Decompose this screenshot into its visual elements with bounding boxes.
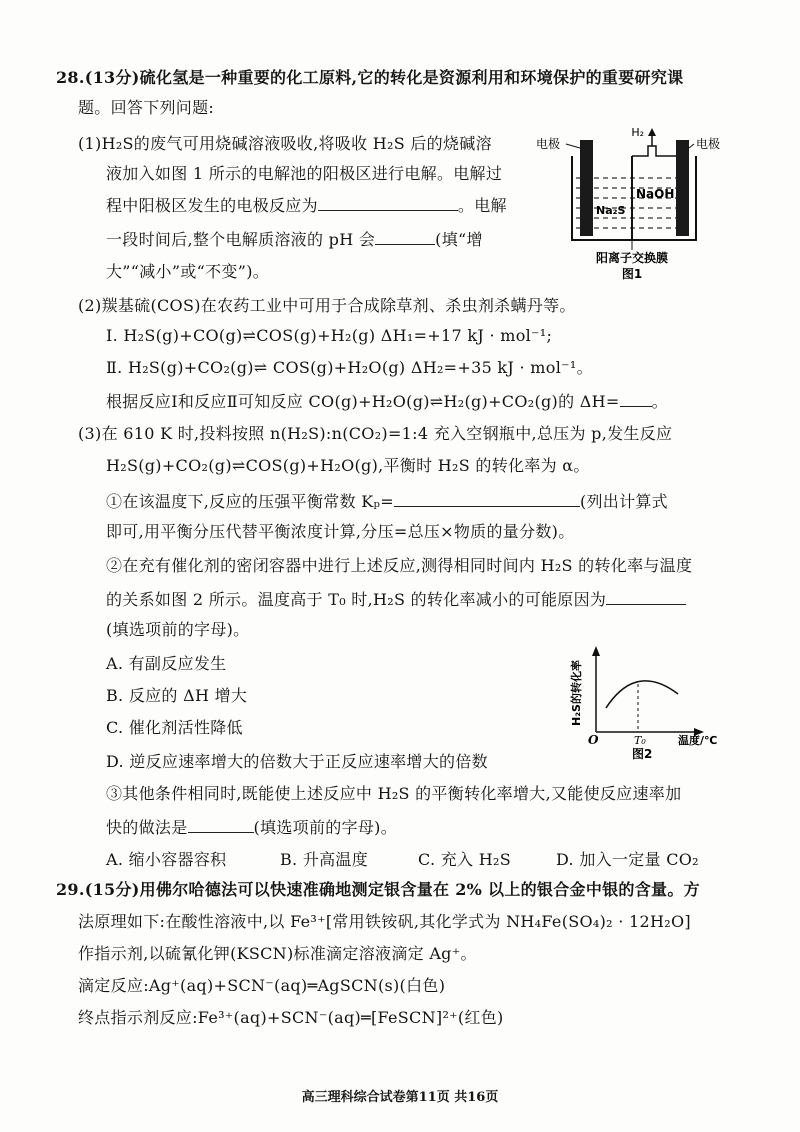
q28-p3-sub2-line-2: 的关系如图 2 所示。温度高于 T₀ 时,H₂S 的转化率减小的可能原因为 bbox=[106, 588, 686, 610]
q28-p1-line-5: 大”“减小”或“不变”)。 bbox=[106, 262, 270, 281]
q29-line-3: 作指示剂,以硫氰化钾(KSCN)标准滴定溶液滴定 Ag⁺。 bbox=[78, 944, 477, 963]
reaction-2: Ⅱ. H₂S(g)+CO₂(g)⇌ COS(g)+H₂O(g) ΔH₂=+35 kJ · mol⁻¹。 bbox=[106, 358, 593, 377]
answer-blank-method[interactable] bbox=[188, 816, 254, 833]
option3-b: B. 升高温度 bbox=[280, 850, 369, 869]
q28-p1-line-4: 一段时间后,整个电解质溶液的 pH 会 (填“增 bbox=[106, 230, 483, 249]
option3-c: C. 充入 H₂S bbox=[418, 850, 511, 869]
conversion-temperature-graph bbox=[566, 644, 740, 760]
right-electrode-label: 电极 bbox=[696, 137, 721, 151]
left-electrode bbox=[580, 140, 593, 236]
q28-p3-line-1: (3)在 610 K 时,投料按照 n(H₂S):n(CO₂)=1:4 充入空钢瓶中,总压为 p,发生反应 bbox=[78, 424, 673, 443]
t0-label: T₀ bbox=[634, 734, 646, 747]
option-c: C. 催化剂活性降低 bbox=[106, 718, 243, 737]
origin-label: O bbox=[588, 733, 599, 747]
left-electrode-label: 电极 bbox=[536, 137, 561, 151]
q28-p3-line-2: H₂S(g)+CO₂(g)⇌COS(g)+H₂O(g),平衡时 H₂S 的转化率为 α。 bbox=[106, 456, 590, 475]
option-b: B. 反应的 ΔH 增大 bbox=[106, 686, 248, 705]
page-footer: 高三理科综合试卷第11页 共16页 bbox=[301, 1090, 499, 1105]
q29-line-2: 法原理如下:在酸性溶液中,以 Fe³⁺[常用铁铵矾,其化学式为 NH₄Fe(SO₄)₂ · 12H₂O] bbox=[78, 912, 691, 931]
q28-p3-sub3-line-2: 快的做法是 (填选项前的字母)。 bbox=[106, 818, 398, 837]
gas-label: H₂ bbox=[631, 126, 644, 139]
answer-blank-reason[interactable] bbox=[606, 588, 686, 605]
q28-p3-sub1-line-1: ①在该温度下,反应的压强平衡常数 Kₚ= (列出计算式 bbox=[106, 492, 668, 511]
figure-2-conversion-curve bbox=[566, 644, 740, 760]
q28-p2-line-1: (2)羰基硫(COS)在农药工业中可用于合成除草剂、杀虫剂杀螨丹等。 bbox=[78, 296, 576, 315]
q28-line-1: 28.(13分)硫化氢是一种重要的化工原料,它的转化是资源利用和环境保护的重要研究课 bbox=[56, 68, 684, 87]
electrolysis-cell-diagram bbox=[536, 122, 732, 282]
q28-p3-sub3-line-1: ③其他条件相同时,既能使上述反应中 H₂S 的平衡转化率增大,又能使反应速率加 bbox=[106, 784, 682, 803]
option3-d: D. 加入一定量 CO₂ bbox=[556, 850, 699, 869]
x-axis-label: 温度/℃ bbox=[678, 734, 718, 747]
naoh-label: NaOH bbox=[636, 187, 675, 201]
option-d: D. 逆反应速率增大的倍数大于正反应速率增大的倍数 bbox=[106, 752, 488, 771]
q28-p1-line-2: 液加入如图 1 所示的电解池的阳极区进行电解。电解过 bbox=[106, 164, 503, 183]
figure-1-electrolysis-cell bbox=[536, 122, 732, 282]
reaction-1: Ⅰ. H₂S(g)+CO(g)⇌COS(g)+H₂(g) ΔH₁=+17 kJ · mol⁻¹; bbox=[106, 326, 553, 345]
q29-line-1: 29.(15分)用佛尔哈德法可以快速准确地测定银含量在 2% 以上的银合金中银的含量。方 bbox=[56, 880, 700, 899]
conversion-curve bbox=[606, 681, 678, 708]
answer-blank-kp[interactable] bbox=[394, 490, 580, 507]
titration-reaction: 滴定反应:Ag⁺(aq)+SCN⁻(aq)═AgSCN(s)(白色) bbox=[78, 976, 446, 995]
q28-line-2: 题。回答下列问题: bbox=[78, 98, 215, 117]
answer-blank-delta-h[interactable] bbox=[620, 390, 652, 407]
option-a: A. 有副反应发生 bbox=[106, 654, 227, 673]
q28-p3-sub2-line-3: (填选项前的字母)。 bbox=[106, 620, 250, 639]
figure-1-caption: 图1 bbox=[621, 267, 643, 281]
y-axis-label: H₂S的转化率 bbox=[570, 660, 583, 726]
figure-2-caption: 图2 bbox=[632, 747, 653, 760]
q28-p2-line-4: 根据反应Ⅰ和反应Ⅱ可知反应 CO(g)+H₂O(g)⇌H₂(g)+CO₂(g)的 ΔH= 。 bbox=[106, 392, 668, 411]
option3-a: A. 缩小容器容积 bbox=[106, 850, 227, 869]
q28-p1-line-1: (1)H₂S的废气可用烧碱溶液吸收,将吸收 H₂S 后的烧碱溶 bbox=[78, 134, 492, 153]
na2s-label: Na₂S bbox=[596, 204, 626, 217]
q28-p3-sub1-line-2: 即可,用平衡分压代替平衡浓度计算,分压=总压×物质的量分数)。 bbox=[106, 522, 575, 541]
endpoint-indicator-reaction: 终点指示剂反应:Fe³⁺(aq)+SCN⁻(aq)═[FeSCN]²⁺(红色) bbox=[78, 1008, 504, 1027]
q28-p1-line-3: 程中阳极区发生的电极反应为 。电解 bbox=[106, 196, 507, 215]
right-electrode bbox=[676, 140, 689, 236]
answer-blank-anode-reaction[interactable] bbox=[318, 194, 458, 211]
q28-p3-sub2-line-1: ②在充有催化剂的密闭容器中进行上述反应,测得相同时间内 H₂S 的转化率与温度 bbox=[106, 556, 693, 575]
answer-blank-ph[interactable] bbox=[375, 228, 435, 245]
membrane-label: 阳离子交换膜 bbox=[595, 251, 669, 265]
